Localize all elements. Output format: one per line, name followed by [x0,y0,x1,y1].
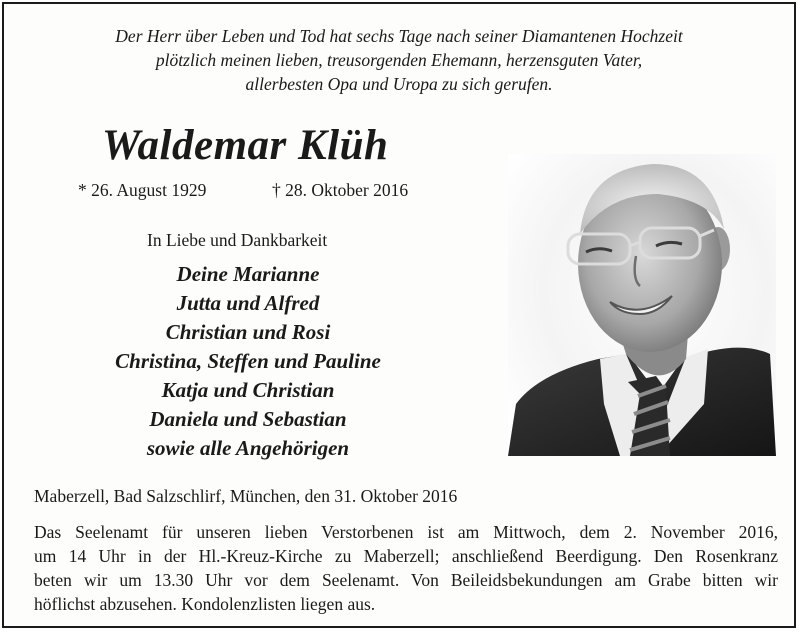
birth-date: * 26. August 1929 [78,180,207,200]
mourner: Deine Marianne [176,262,320,286]
notice-line: höflichst abzusehen. Kondolenzlisten liegen aus. [34,594,376,614]
mourner: Katja und Christian [161,378,335,402]
mourner: Daniela und Sebastian [149,407,347,431]
deceased-name: Waldemar Klüh [102,122,389,169]
intro-text [4,24,794,96]
notice-line: um 14 Uhr in der Hl.-Kreuz-Kirche zu Maberzell; anschließend Beerdigung. Den Rosenkranz [34,546,778,566]
place-and-date: Maberzell, Bad Salzschlirf, München, den 31. Oktober 2016 [34,486,458,506]
mourners-list [44,260,452,463]
mourner: Jutta und Alfred [176,291,320,315]
mourner: Christina, Steffen und Pauline [115,349,381,373]
intro-line: allerbesten Opa und Uropa zu sich gerufen. [245,74,553,94]
funeral-notice [34,520,778,616]
notice-line: Das Seelenamt für unseren lieben Verstorbenen ist am Mittwoch, dem 2. November 2016, [34,522,778,542]
mourner: Christian und Rosi [165,320,331,344]
intro-line: Der Herr über Leben und Tod hat sechs Tage nach seiner Diamantenen Hochzeit [115,26,683,46]
intro-line: plötzlich meinen lieben, treusorgenden Ehemann, herzensguten Vater, [155,50,643,70]
death-date: † 28. Oktober 2016 [272,180,409,200]
obituary-card [2,2,796,628]
portrait-photo [508,154,776,456]
notice-line: beten wir um 13.30 Uhr vor dem Seelenamt. Von Beileidsbekundungen am Grabe bitten wir [34,570,778,590]
mourner: sowie alle Angehörigen [146,436,350,460]
thanks-line: In Liebe und Dankbarkeit [147,230,328,250]
